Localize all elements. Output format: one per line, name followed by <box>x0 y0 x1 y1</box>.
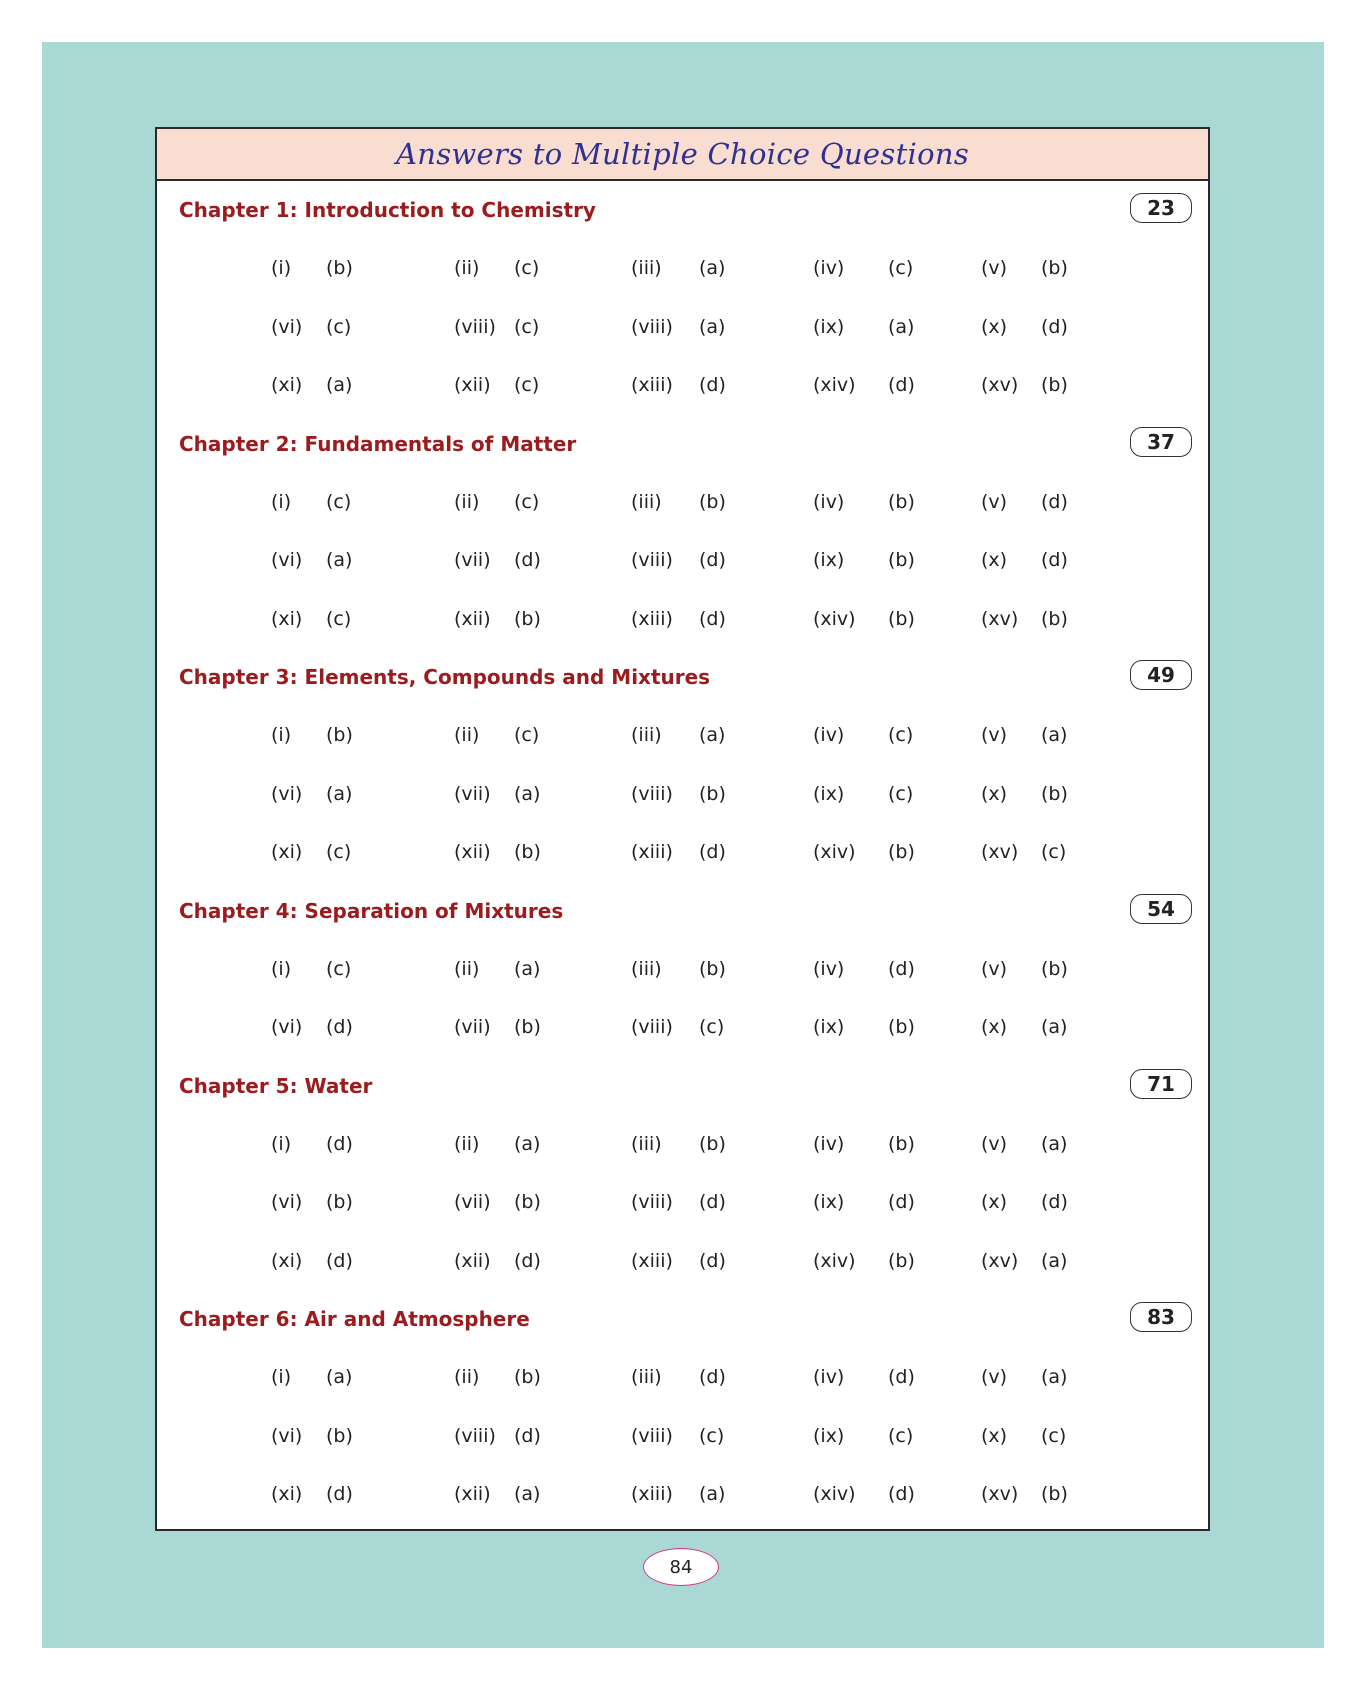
answer-option: (c) <box>888 782 914 805</box>
answer-option: (d) <box>888 1483 915 1505</box>
answer-option: (c) <box>326 315 352 338</box>
question-number: (iii) <box>631 724 662 746</box>
chapter-section <box>179 648 1208 882</box>
answer-option: (b) <box>888 607 915 630</box>
answer-option: (a) <box>1041 1016 1068 1038</box>
chapter-title: Chapter 4: Separation of Mixtures <box>179 898 564 923</box>
question-number: (x) <box>981 1191 1008 1213</box>
question-number: (vi) <box>271 1424 303 1447</box>
answer-option: (b) <box>1041 1483 1068 1505</box>
chapter-title: Chapter 5: Water <box>179 1073 373 1098</box>
answer-option: (b) <box>1041 957 1068 980</box>
question-number: (v) <box>981 490 1008 513</box>
answer-option: (b) <box>326 1191 353 1213</box>
answer-option: (b) <box>326 257 353 279</box>
question-number: (iv) <box>813 957 845 980</box>
question-number: (i) <box>271 1366 292 1388</box>
answer-option: (b) <box>888 549 915 571</box>
answer-option: (b) <box>699 782 726 805</box>
answer-option: (d) <box>888 1366 915 1388</box>
question-number: (vii) <box>454 782 491 805</box>
question-number: (xv) <box>981 1483 1019 1505</box>
answer-option: (c) <box>1041 841 1067 863</box>
question-number: (ix) <box>813 782 845 805</box>
answer-option: (c) <box>514 257 540 279</box>
answer-row <box>179 1115 1208 1174</box>
answer-option: (b) <box>514 1191 541 1213</box>
question-number: (vii) <box>454 1191 491 1213</box>
question-number: (iv) <box>813 1132 845 1155</box>
answer-option: (a) <box>514 1132 541 1155</box>
answer-option: (a) <box>1041 724 1068 746</box>
question-number: (iv) <box>813 1366 845 1388</box>
question-number: (xiii) <box>631 841 673 863</box>
answer-option: (b) <box>888 1016 915 1038</box>
question-number: (ii) <box>454 257 480 279</box>
answer-option: (c) <box>514 315 540 338</box>
answer-row <box>179 706 1208 765</box>
chapter-header <box>179 1290 1208 1348</box>
answer-option: (d) <box>514 1249 541 1272</box>
question-number: (viii) <box>631 1016 673 1038</box>
answer-option: (b) <box>514 607 541 630</box>
answers-panel <box>155 127 1210 1531</box>
answer-option: (a) <box>326 1366 353 1388</box>
answer-option: (c) <box>326 607 352 630</box>
answer-option: (d) <box>699 374 726 396</box>
question-number: (iii) <box>631 257 662 279</box>
answer-option: (a) <box>699 257 726 279</box>
answer-option: (a) <box>326 782 353 805</box>
answer-row <box>179 823 1208 882</box>
answer-row <box>179 1173 1208 1232</box>
answer-row <box>179 531 1208 590</box>
answer-option: (d) <box>1041 1191 1068 1213</box>
chapter-page-badge: 83 <box>1130 1302 1192 1332</box>
question-number: (iv) <box>813 490 845 513</box>
chapter-title: Chapter 6: Air and Atmosphere <box>179 1307 530 1331</box>
answer-option: (b) <box>1041 607 1068 630</box>
question-number: (xv) <box>981 607 1019 630</box>
question-number: (xiv) <box>813 1249 856 1272</box>
chapter-section <box>179 1057 1208 1291</box>
answer-option: (c) <box>1041 1424 1067 1447</box>
question-number: (xi) <box>271 841 303 863</box>
chapter-header <box>179 415 1208 473</box>
chapter-title: Chapter 3: Elements, Compounds and Mixtures <box>179 665 711 689</box>
answer-option: (a) <box>699 1483 726 1505</box>
question-number: (viii) <box>631 315 673 338</box>
question-number: (xv) <box>981 1249 1019 1272</box>
answer-option: (c) <box>326 490 352 513</box>
answer-option: (c) <box>326 841 352 863</box>
answer-row <box>179 356 1208 415</box>
question-number: (viii) <box>631 1424 673 1447</box>
answer-option: (d) <box>1041 490 1068 513</box>
answer-option: (c) <box>888 257 914 279</box>
question-number: (i) <box>271 257 292 279</box>
question-number: (ii) <box>454 957 480 980</box>
question-number: (iii) <box>631 1366 662 1388</box>
page-number: 84 <box>643 1548 719 1586</box>
answer-option: (b) <box>699 957 726 980</box>
answer-option: (a) <box>514 782 541 805</box>
question-number: (iv) <box>813 724 845 746</box>
question-number: (xii) <box>454 607 491 630</box>
answer-option: (b) <box>326 724 353 746</box>
chapter-page-badge: 37 <box>1130 427 1192 457</box>
question-number: (v) <box>981 257 1008 279</box>
question-number: (vi) <box>271 549 303 571</box>
answer-option: (c) <box>699 1016 725 1038</box>
question-number: (xiii) <box>631 374 673 396</box>
question-number: (xii) <box>454 841 491 863</box>
answer-row <box>179 239 1208 298</box>
answer-option: (b) <box>514 841 541 863</box>
answer-option: (d) <box>699 1191 726 1213</box>
answer-option: (a) <box>1041 1249 1068 1272</box>
question-number: (ix) <box>813 1191 845 1213</box>
chapter-section <box>179 181 1208 415</box>
answer-option: (a) <box>514 1483 541 1505</box>
question-number: (ii) <box>454 1132 480 1155</box>
question-number: (vi) <box>271 1191 303 1213</box>
chapter-section <box>179 1290 1208 1524</box>
question-number: (viii) <box>631 782 673 805</box>
answer-option: (d) <box>1041 315 1068 338</box>
question-number: (xiv) <box>813 1483 856 1505</box>
answer-option: (b) <box>699 490 726 513</box>
answer-option: (a) <box>326 549 353 571</box>
question-number: (xiv) <box>813 374 856 396</box>
question-number: (ix) <box>813 549 845 571</box>
question-number: (xii) <box>454 374 491 396</box>
question-number: (xi) <box>271 1483 303 1505</box>
answer-option: (c) <box>699 1424 725 1447</box>
question-number: (x) <box>981 549 1008 571</box>
answer-option: (d) <box>699 549 726 571</box>
answer-option: (d) <box>888 1191 915 1213</box>
answer-option: (c) <box>514 374 540 396</box>
question-number: (xiv) <box>813 607 856 630</box>
question-number: (vi) <box>271 782 303 805</box>
answer-option: (a) <box>1041 1366 1068 1388</box>
answer-option: (d) <box>888 374 915 396</box>
question-number: (xiii) <box>631 1249 673 1272</box>
answer-option: (a) <box>888 315 915 338</box>
answer-option: (a) <box>514 957 541 980</box>
answer-option: (d) <box>699 607 726 630</box>
chapter-section <box>179 882 1208 1057</box>
chapter-title: Chapter 2: Fundamentals of Matter <box>179 431 577 456</box>
answer-row <box>179 1232 1208 1291</box>
question-number: (i) <box>271 1132 292 1155</box>
answer-option: (d) <box>326 1249 353 1272</box>
question-number: (xi) <box>271 607 303 630</box>
chapter-header <box>179 882 1208 940</box>
question-number: (viii) <box>631 549 673 571</box>
question-number: (iii) <box>631 957 662 980</box>
question-number: (xii) <box>454 1249 491 1272</box>
question-number: (ix) <box>813 315 845 338</box>
question-number: (xiii) <box>631 1483 673 1505</box>
chapters-list <box>157 181 1208 1524</box>
chapter-page-badge: 49 <box>1130 660 1192 690</box>
question-number: (v) <box>981 724 1008 746</box>
page-title: Answers to Multiple Choice Questions <box>395 137 970 171</box>
question-number: (xv) <box>981 374 1019 396</box>
answer-row <box>179 998 1208 1057</box>
answer-option: (b) <box>888 841 915 863</box>
question-number: (v) <box>981 957 1008 980</box>
question-number: (vii) <box>454 549 491 571</box>
answer-option: (c) <box>888 724 914 746</box>
answer-option: (b) <box>514 1016 541 1038</box>
answer-option: (b) <box>888 1249 915 1272</box>
question-number: (xii) <box>454 1483 491 1505</box>
chapter-header <box>179 181 1208 239</box>
question-number: (xi) <box>271 374 303 396</box>
chapter-page-badge: 23 <box>1130 193 1192 223</box>
question-number: (x) <box>981 1016 1008 1038</box>
answer-option: (a) <box>699 315 726 338</box>
chapter-header <box>179 648 1208 706</box>
question-number: (ii) <box>454 1366 480 1388</box>
answer-row <box>179 1465 1208 1524</box>
answer-option: (b) <box>699 1132 726 1155</box>
question-number: (ii) <box>454 724 480 746</box>
answer-option: (a) <box>326 374 353 396</box>
question-number: (iii) <box>631 1132 662 1155</box>
answer-option: (d) <box>326 1016 353 1038</box>
question-number: (xiii) <box>631 607 673 630</box>
chapter-page-badge: 54 <box>1130 894 1192 924</box>
answer-option: (c) <box>888 1424 914 1447</box>
question-number: (viii) <box>631 1191 673 1213</box>
answer-option: (d) <box>326 1132 353 1155</box>
answer-option: (b) <box>1041 257 1068 279</box>
answer-row <box>179 1407 1208 1466</box>
answer-option: (c) <box>514 490 540 513</box>
answer-option: (a) <box>699 724 726 746</box>
answer-option: (a) <box>1041 1132 1068 1155</box>
answer-option: (c) <box>326 957 352 980</box>
question-number: (i) <box>271 957 292 980</box>
question-number: (vi) <box>271 1016 303 1038</box>
answer-row <box>179 940 1208 999</box>
question-number: (iv) <box>813 257 845 279</box>
answer-option: (d) <box>699 1366 726 1388</box>
question-number: (viii) <box>454 1424 496 1447</box>
answer-option: (b) <box>514 1366 541 1388</box>
question-number: (i) <box>271 490 292 513</box>
answer-option: (b) <box>326 1424 353 1447</box>
answer-option: (b) <box>888 490 915 513</box>
question-number: (x) <box>981 315 1008 338</box>
answer-row <box>179 765 1208 824</box>
answer-option: (b) <box>1041 782 1068 805</box>
question-number: (i) <box>271 724 292 746</box>
question-number: (ix) <box>813 1016 845 1038</box>
question-number: (xiv) <box>813 841 856 863</box>
question-number: (viii) <box>454 315 496 338</box>
answer-row <box>179 1348 1208 1407</box>
answer-option: (d) <box>699 1249 726 1272</box>
answer-option: (d) <box>326 1483 353 1505</box>
answer-row <box>179 473 1208 532</box>
answer-option: (d) <box>1041 549 1068 571</box>
answer-option: (d) <box>514 549 541 571</box>
question-number: (iii) <box>631 490 662 513</box>
answer-option: (b) <box>888 1132 915 1155</box>
question-number: (xv) <box>981 841 1019 863</box>
title-bar <box>157 129 1208 181</box>
answer-row <box>179 590 1208 649</box>
answer-option: (b) <box>1041 374 1068 396</box>
question-number: (ii) <box>454 490 480 513</box>
answer-option: (c) <box>514 724 540 746</box>
question-number: (v) <box>981 1366 1008 1388</box>
question-number: (xi) <box>271 1249 303 1272</box>
question-number: (x) <box>981 782 1008 805</box>
question-number: (vi) <box>271 315 303 338</box>
answer-option: (d) <box>514 1424 541 1447</box>
question-number: (v) <box>981 1132 1008 1155</box>
chapter-page-badge: 71 <box>1130 1069 1192 1099</box>
question-number: (ix) <box>813 1424 845 1447</box>
chapter-header <box>179 1057 1208 1115</box>
answer-option: (d) <box>888 957 915 980</box>
answer-row <box>179 298 1208 357</box>
question-number: (vii) <box>454 1016 491 1038</box>
question-number: (x) <box>981 1424 1008 1447</box>
chapter-title: Chapter 1: Introduction to Chemistry <box>179 198 596 222</box>
chapter-section <box>179 415 1208 649</box>
answer-option: (d) <box>699 841 726 863</box>
